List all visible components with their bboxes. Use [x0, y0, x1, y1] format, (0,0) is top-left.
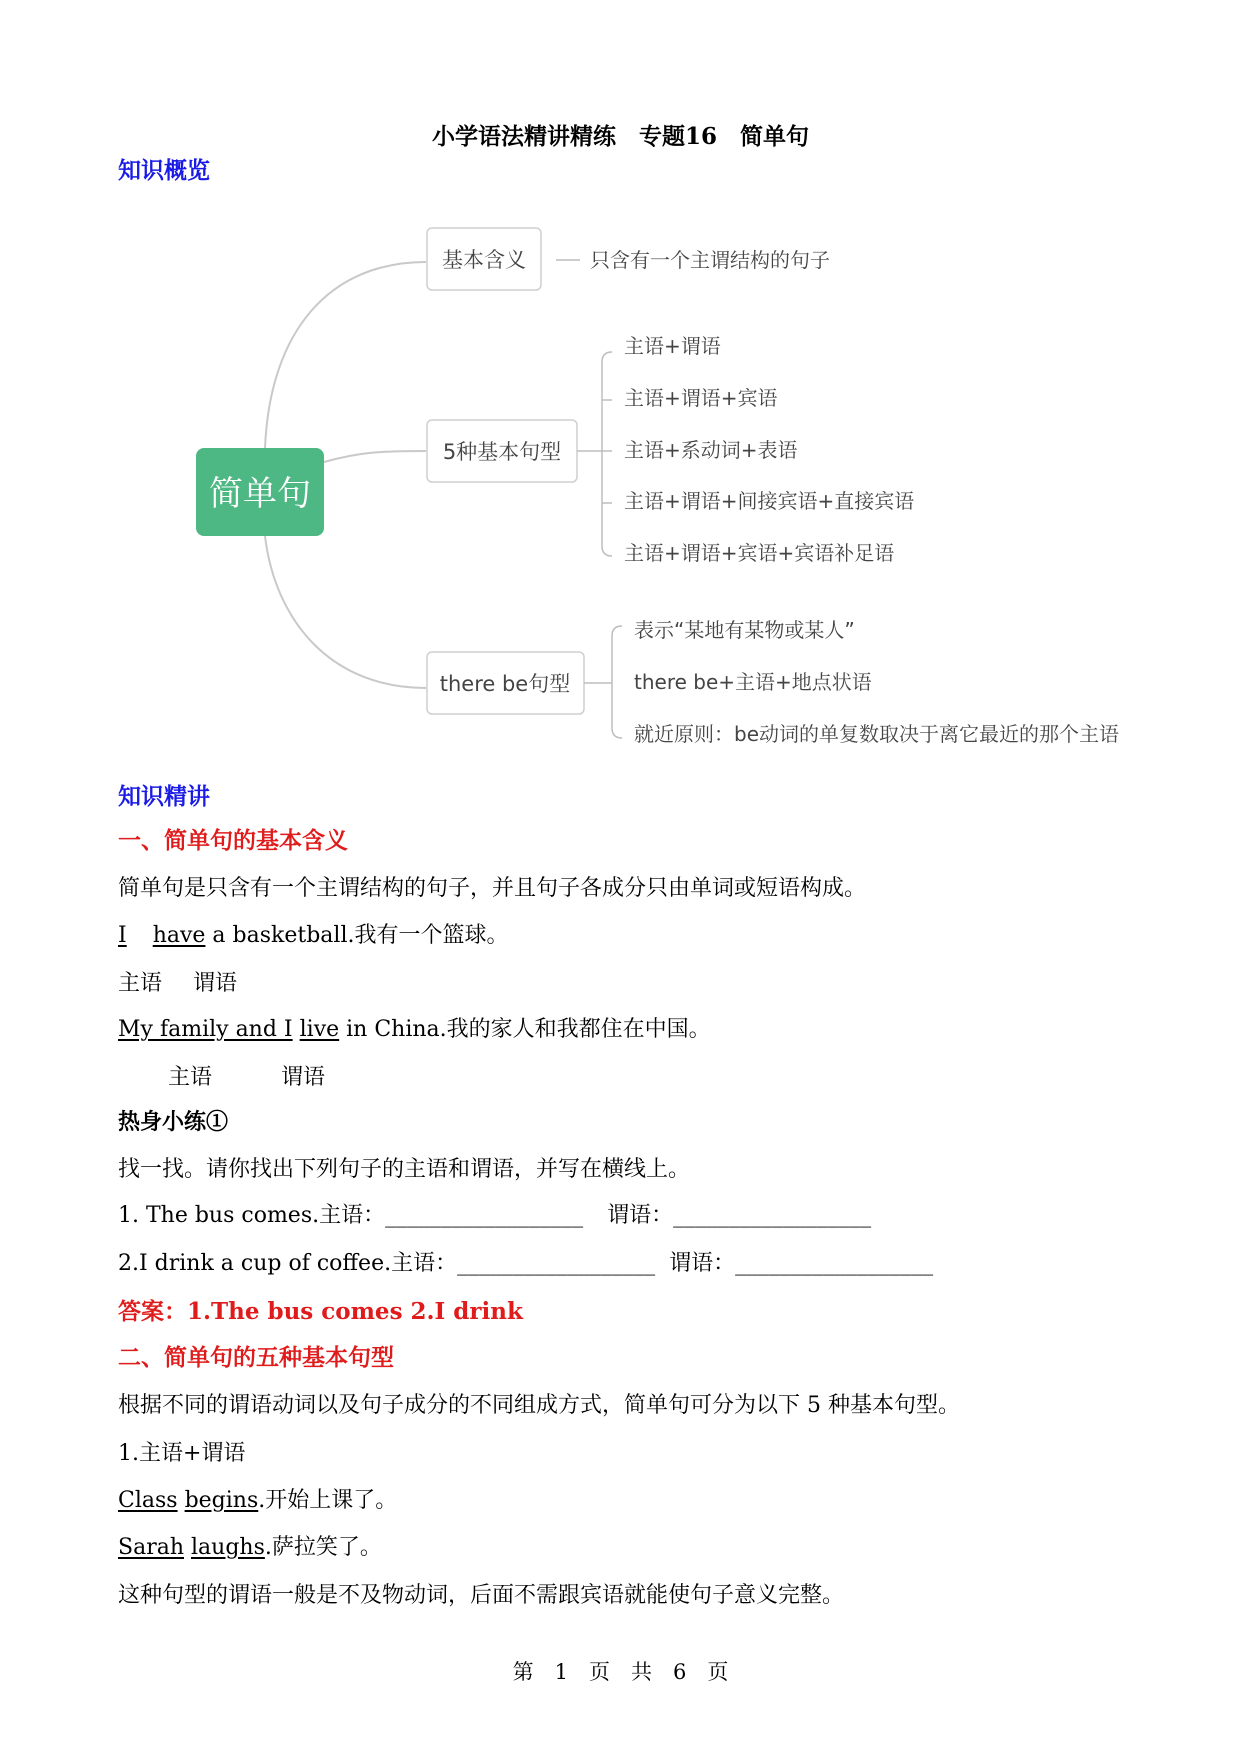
part1-heading: 一、简单句的基本含义: [118, 827, 348, 854]
answer-blank-subject[interactable]: __________________: [457, 1251, 656, 1276]
answer-blank-subject[interactable]: __________________: [385, 1203, 584, 1228]
predicate-word: live: [299, 1017, 340, 1042]
branch-basic-label: 基本含义: [442, 248, 526, 272]
center-node-label: 简单句: [209, 474, 311, 514]
example-sentence-2: [118, 1012, 711, 1043]
subject-word: Class: [118, 1488, 178, 1513]
predicate-word: have: [152, 923, 206, 948]
branch-there-leaf: 就近原则：be动词的单复数取决于离它最近的那个主语: [634, 722, 1119, 746]
mind-map: [0, 0, 1241, 770]
pattern-1-note: 这种句型的谓语一般是不及物动词，后面不需跟宾语就能使句子意义完整。: [118, 1583, 845, 1608]
pattern-1-example-1: [118, 1483, 397, 1514]
question-2: [118, 1246, 933, 1277]
question-text: 1. The bus comes.主语：: [118, 1203, 386, 1228]
answer-blank-predicate[interactable]: __________________: [735, 1251, 934, 1276]
example-sentence-1: [118, 918, 509, 949]
pattern-1-label: 1.主语+谓语: [118, 1441, 246, 1466]
pattern-1-example-2: [118, 1530, 382, 1561]
connector-there: [265, 536, 426, 688]
connector-five: [324, 451, 426, 462]
branch-there-leaf: there be+主语+地点状语: [634, 670, 872, 694]
warmup-heading: 热身小练①: [118, 1109, 229, 1135]
branch-there-leaf: 表示“某地有某物或某人”: [634, 618, 855, 642]
question-text: 2.I drink a cup of coffee.主语：: [118, 1251, 458, 1276]
branch-five-leaf: 主语+谓语+间接宾语+直接宾语: [624, 489, 915, 513]
part2-heading: 二、简单句的五种基本句型: [118, 1344, 394, 1371]
predicate-prompt: 谓语：: [607, 1203, 674, 1228]
branch-five-leaf: 主语+谓语+宾语+宾语补足语: [624, 541, 895, 565]
warmup-answer: 答案：1.The bus comes 2.I drink: [118, 1298, 523, 1325]
sentence-rest: .开始上课了。: [258, 1488, 398, 1513]
subject-word: My family and I: [118, 1017, 293, 1042]
sentence-rest: a basketball.我有一个篮球。: [205, 923, 509, 948]
section-explain-heading: 知识精讲: [118, 783, 210, 810]
part2-intro: 根据不同的谓语动词以及句子成分的不同组成方式，简单句可分为以下 5 种基本句型。: [118, 1393, 960, 1418]
predicate-prompt: 谓语：: [669, 1251, 736, 1276]
branch-five-leaf: 主语+谓语: [624, 334, 721, 358]
predicate-label: 谓语: [193, 971, 238, 996]
branch-five-leaf: 主语+谓语+宾语: [624, 386, 778, 410]
warmup-instruction: 找一找。请你找出下列句子的主语和谓语，并写在横线上。: [118, 1157, 691, 1182]
subject-word: Sarah: [118, 1535, 184, 1560]
section-overview-heading: 知识概览: [118, 157, 210, 184]
branch-there-label: there be句型: [439, 672, 571, 696]
branch-five-leaf: 主语+系动词+表语: [624, 438, 798, 462]
branch-basic-leaf: 只含有一个主谓结构的句子: [590, 248, 830, 272]
subject-word: I: [118, 923, 127, 948]
page-footer: 第 1 页 共 6 页: [512, 1660, 729, 1684]
predicate-word: laughs: [191, 1535, 265, 1560]
sentence-rest: .萨拉笑了。: [264, 1535, 382, 1560]
subject-label: 主语: [118, 971, 163, 996]
branch-five-label: 5种基本句型: [442, 440, 562, 464]
answer-blank-predicate[interactable]: __________________: [673, 1203, 872, 1228]
page-title: 小学语法精讲精练 专题16 简单句: [431, 123, 809, 150]
predicate-label: 谓语: [281, 1065, 326, 1090]
part1-definition: 简单句是只含有一个主谓结构的句子，并且句子各成分只由单词或短语构成。: [118, 876, 867, 901]
sentence-rest: in China.我的家人和我都住在中国。: [339, 1017, 711, 1042]
branch-five-bracket: [602, 352, 612, 556]
subject-label: 主语: [168, 1065, 213, 1090]
question-1: [118, 1198, 871, 1229]
predicate-word: begins: [184, 1488, 259, 1513]
connector-basic: [265, 262, 426, 448]
branch-there-bracket: [612, 626, 622, 738]
